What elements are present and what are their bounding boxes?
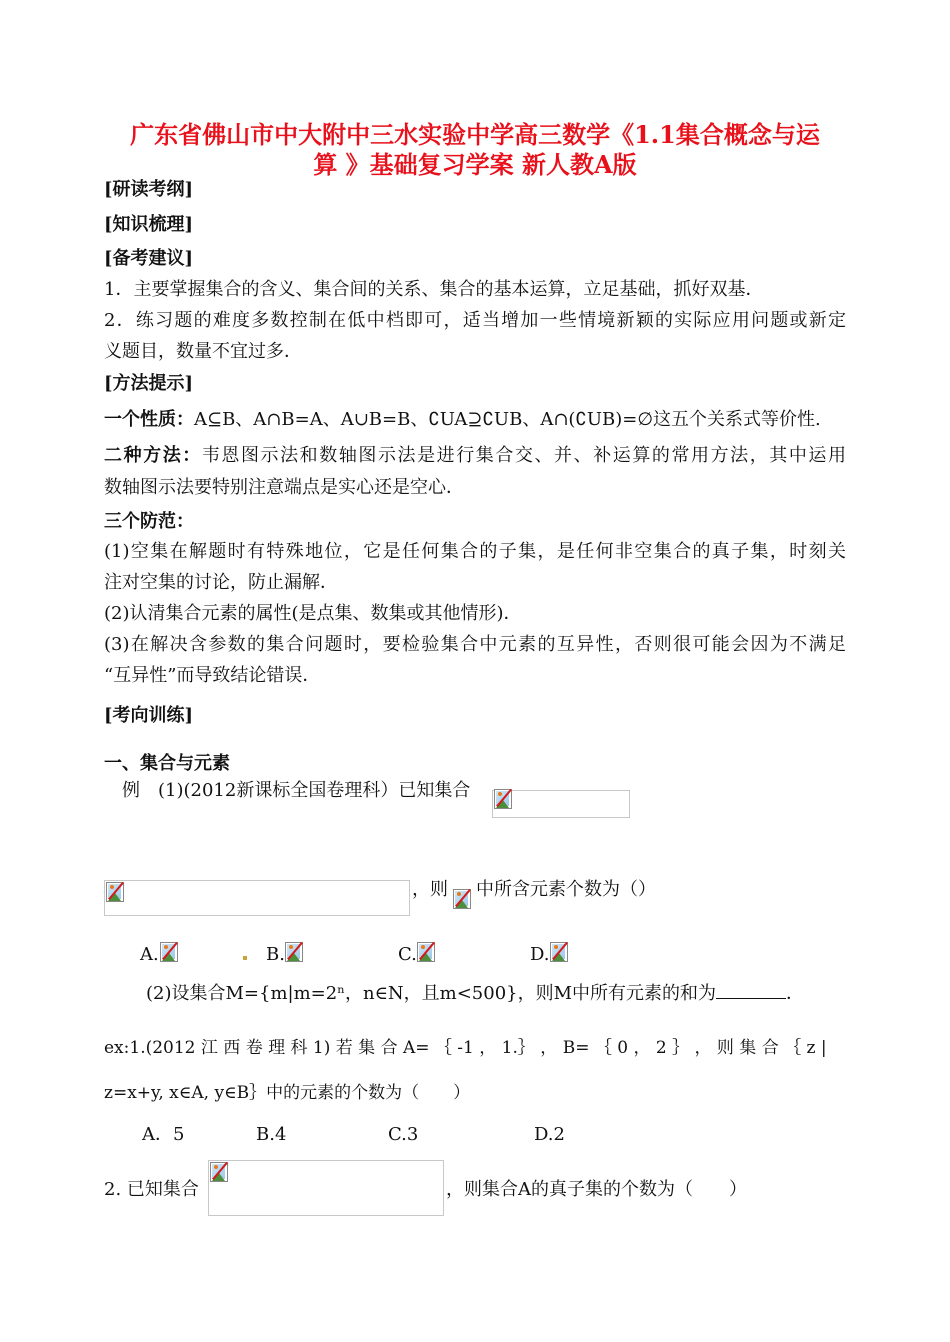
- broken-image-icon: [285, 942, 303, 962]
- method-property: [104, 408, 821, 432]
- method-two-ways-line-1: [104, 444, 846, 468]
- method-two-ways-text: 韦恩图示法和数轴图示法是进行集合交、并、补运算的常用方法，其中运用: [201, 445, 847, 466]
- method-two-ways-label: 二种方法：: [104, 445, 202, 466]
- formula-image-set-b: [104, 880, 410, 916]
- formula-image-set-a: [492, 790, 630, 818]
- section-1-heading: 一、集合与元素: [104, 753, 230, 774]
- example-1-intro: 例 (1)(2012新课标全国卷理科）已知集合: [122, 780, 471, 801]
- heading-method-tips: [方法提示]: [104, 373, 194, 394]
- exercise-1-option-c: C.3: [388, 1124, 419, 1145]
- option-d: D.: [530, 944, 550, 965]
- broken-image-icon: [550, 942, 568, 962]
- broken-image-icon: [160, 942, 178, 962]
- exercise-1-option-d: D.2: [534, 1124, 565, 1145]
- method-two-ways-line-2: 数轴图示法要特别注意端点是实心还是空心．: [104, 477, 464, 498]
- exercise-2-intro: 2. 已知集合: [104, 1179, 199, 1200]
- precaution-1-line-2: 注对空集的讨论，防止漏解．: [104, 572, 338, 593]
- example-1-question: 中所含元素个数为（）: [476, 879, 656, 900]
- broken-image-icon: [106, 882, 124, 902]
- heading-training: [考向训练]: [104, 705, 194, 726]
- broken-image-icon: [453, 889, 471, 909]
- broken-image-icon: [494, 789, 512, 809]
- precaution-3-line-1: (3)在解决含参数的集合问题时，要检验集合中元素的互异性，否则很可能会因为不满足: [104, 634, 846, 655]
- formula-image-set-a-2: [208, 1160, 444, 1216]
- method-three-precautions-label: 三个防范：: [104, 511, 194, 532]
- exercise-1-line-2: z=x+y, x∈A, y∈B｝中的元素的个数为（ ）: [104, 1083, 471, 1103]
- advice-item-2-line-2: 义题目，数量不宜过多．: [104, 341, 302, 362]
- example-1-part-2: [146, 980, 804, 1006]
- option-a: A.: [140, 944, 159, 965]
- advice-item-1: 1．主要掌握集合的含义、集合间的关系、集合的基本运算，立足基础，抓好双基．: [104, 279, 764, 300]
- method-property-text: A⊆B、A∩B=A、A∪B=B、∁UA⊇∁UB、A∩(∁UB)=∅这五个关系式等价性.: [194, 409, 821, 430]
- document-title-line-1: 广东省佛山市中大附中三水实验中学高三数学《1.1集合概念与运: [130, 120, 820, 149]
- method-property-label: 一个性质：: [104, 409, 194, 430]
- heading-knowledge: [知识梳理]: [104, 214, 194, 235]
- document-title-line-2: 算 》基础复习学案 新人教A版: [313, 150, 637, 179]
- exercise-1-option-a: A．5: [142, 1124, 185, 1145]
- example-1-part-2-end: ．: [786, 983, 805, 1004]
- heading-study-outline: [研读考纲]: [104, 179, 194, 200]
- precaution-1-line-1: (1)空集在解题时有特殊地位，它是任何集合的子集，是任何非空集合的真子集，时刻关: [104, 541, 846, 562]
- answer-blank: [716, 980, 786, 999]
- option-c: C.: [398, 944, 417, 965]
- example-1-part-2-text: (2)设集合M={m|m=2ⁿ，n∈N，且m<500}，则M中所有元素的和为: [146, 983, 717, 1004]
- heading-exam-advice: [备考建议]: [104, 248, 194, 269]
- exercise-1-option-b: B.4: [256, 1124, 287, 1145]
- exercise-2-question: ，则集合A的真子集的个数为（ ）: [446, 1179, 747, 1200]
- advice-item-2-line-1: 2．练习题的难度多数控制在低中档即可，适当增加一些情境新颖的实际应用问题或新定: [104, 310, 846, 331]
- exercise-1-line-1: ex:1.(2012 江 西 卷 理 科 1) 若 集 合 A= ｛ -1 ， 1.｝ ， B= ｛ 0 ， 2 ｝ ， 则 集 合 ｛ z |: [104, 1038, 827, 1058]
- broken-image-icon: [417, 942, 435, 962]
- broken-image-icon: [210, 1162, 228, 1182]
- example-1-then: ，则: [412, 879, 448, 900]
- edit-mark: [243, 956, 247, 960]
- option-b: B.: [266, 944, 285, 965]
- precaution-2: (2)认清集合元素的属性(是点集、数集或其他情形)．: [104, 603, 522, 624]
- precaution-3-line-2: “互异性”而导致结论错误．: [104, 665, 321, 686]
